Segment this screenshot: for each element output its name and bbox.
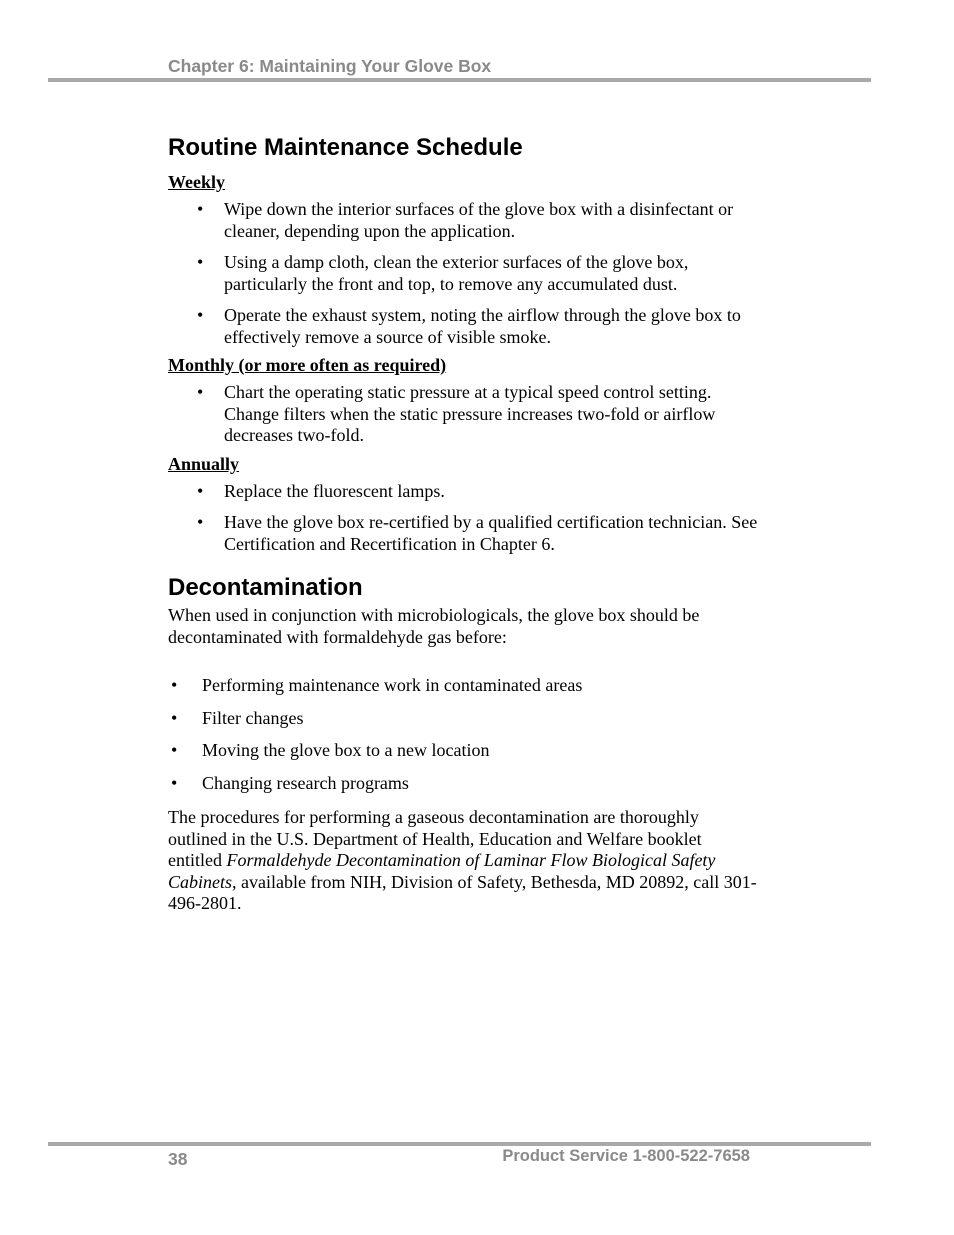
running-header: Chapter 6: Maintaining Your Glove Box — [168, 56, 492, 76]
list-item: • Chart the operating static pressure at a typical speed control setting. Change filters when the static pressure increases two-fold or airflow decreases two-fold. — [197, 382, 716, 445]
list-item: • Changing research programs — [171, 772, 409, 793]
list-item: • Using a damp cloth, clean the exterior surfaces of the glove box, particularly the front and top, to remove any accumulated dust. — [197, 252, 689, 294]
footer-rule — [48, 1142, 871, 1146]
bullet-icon: • — [197, 512, 204, 532]
list-item: • Operate the exhaust system, noting the airflow through the glove box to effectively remove a source of visible smoke. — [197, 305, 741, 347]
bullet-icon: • — [197, 305, 204, 325]
section-title-maintenance: Routine Maintenance Schedule — [168, 134, 523, 161]
weekly-list — [168, 199, 758, 348]
list-item: • Moving the glove box to a new location — [171, 740, 490, 760]
bullet-icon: • — [197, 382, 204, 402]
bullet-icon: • — [197, 252, 204, 272]
product-service-phone: Product Service 1-800-522-7658 — [502, 1147, 750, 1165]
list-item: • Performing maintenance work in contaminated areas — [171, 675, 583, 695]
subheading-weekly: Weekly — [168, 172, 225, 192]
monthly-list — [168, 382, 758, 447]
bullet-icon: • — [171, 740, 178, 760]
list-item: • Replace the fluorescent lamps. — [197, 480, 445, 501]
bullet-icon: • — [197, 480, 204, 501]
bullet-icon: • — [171, 707, 178, 728]
page-content — [168, 131, 758, 915]
list-item: • Filter changes — [171, 707, 304, 728]
subheading-monthly: Monthly (or more often as required) — [168, 355, 447, 375]
bullet-icon: • — [171, 675, 178, 695]
decontamination-outro: The procedures for performing a gaseous decontamination are thoroughly outlined in the U.S. Department of Health, Education and Welfare booklet entitled Formaldehyde Decontamination of Laminar Flow Biological Safety Cabinets, available from NIH, Division of Safety, Bethesda, MD 20892, call 301-496-2801. — [168, 807, 757, 913]
decontamination-intro: When used in conjunction with microbiologicals, the glove box should be decontaminated with formaldehyde gas before: — [168, 605, 700, 647]
subheading-annually: Annually — [168, 453, 240, 474]
decontamination-list — [168, 675, 758, 794]
header-rule — [48, 78, 871, 82]
bullet-icon: • — [171, 772, 178, 793]
annual-list — [168, 481, 758, 556]
page-number: 38 — [168, 1149, 188, 1169]
section-title-decontamination: Decontamination — [168, 574, 363, 601]
list-item: • Have the glove box re-certified by a qualified certification technician. See Certification and Recertification in Chapter 6. — [197, 512, 758, 554]
booklet-title: Formaldehyde Decontamination of Laminar Flow Biological Safety Cabinets — [168, 850, 716, 892]
bullet-icon: • — [197, 199, 204, 219]
list-item: • Wipe down the interior surfaces of the glove box with a disinfectant or cleaner, depending upon the application. — [197, 199, 734, 241]
